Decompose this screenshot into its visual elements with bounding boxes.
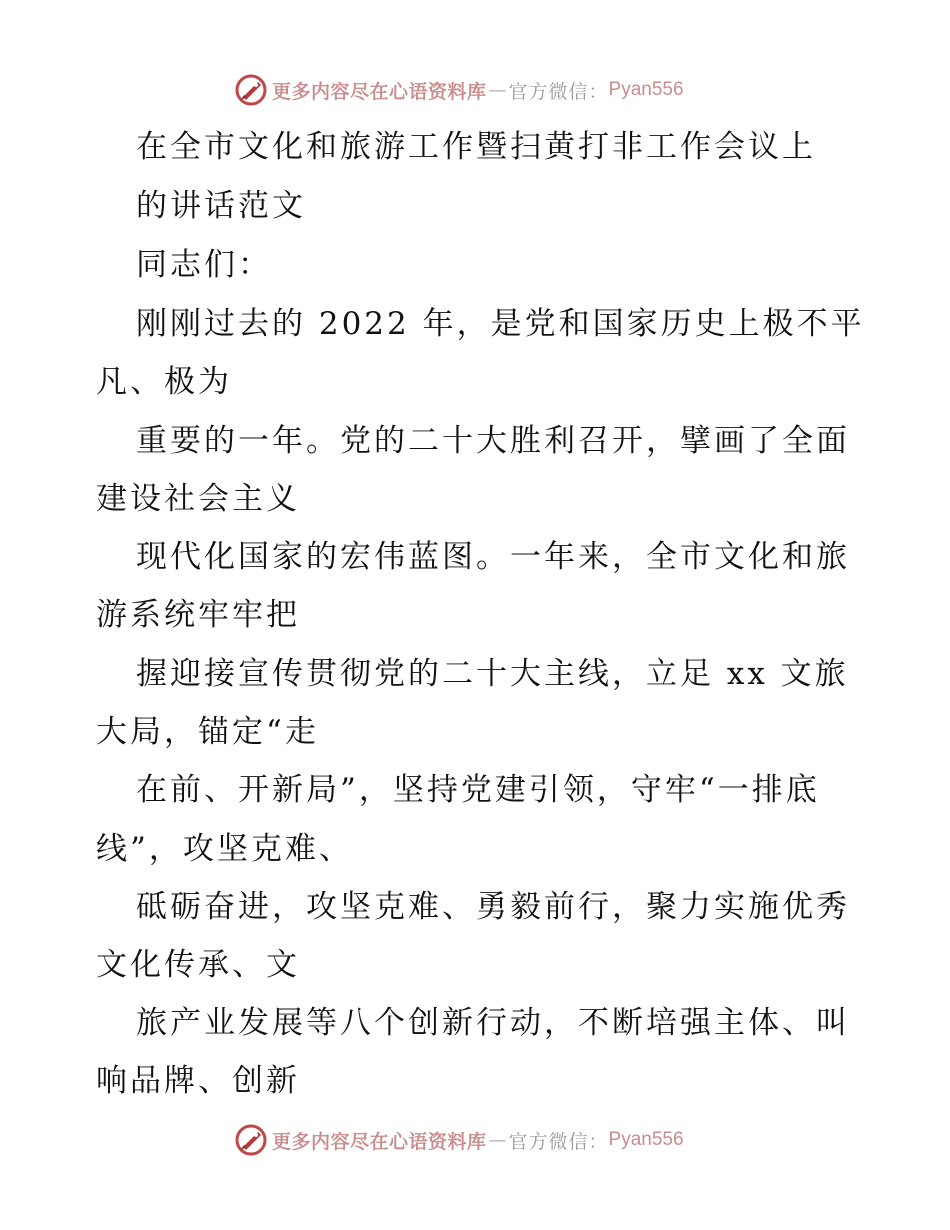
document-title-line-2: 的讲话范文	[136, 188, 306, 224]
body-line: 线”，攻坚克难、	[96, 831, 353, 867]
banner-brand-text: 更多内容尽在心语资料库	[272, 1130, 487, 1153]
body-line: 旅产业发展等八个创新行动，不断培强主体、叫	[136, 1005, 850, 1041]
body-line: 文化传承、文	[96, 947, 300, 983]
document-title-line-1: 在全市文化和旅游工作暨扫黄打非工作会议上	[136, 129, 816, 165]
banner-separator: —	[488, 79, 507, 101]
footer-banner	[234, 1122, 734, 1158]
banner-separator: —	[488, 1129, 507, 1151]
pen-nib-circle-logo-icon	[234, 1123, 268, 1157]
body-line: 刚刚过去的 2022 年，是党和国家历史上极不平	[136, 306, 865, 342]
banner-official-text: 官方微信：	[508, 80, 609, 103]
banner-brand-text: 更多内容尽在心语资料库	[272, 80, 487, 103]
body-line: 建设社会主义	[96, 481, 300, 517]
body-line: 在前、开新局”，坚持党建引领，守牢“一排底	[136, 772, 820, 808]
body-line: 砥砺奋进，攻坚克难、勇毅前行，聚力实施优秀	[136, 889, 850, 925]
body-line: 重要的一年。党的二十大胜利召开，擘画了全面	[136, 423, 850, 459]
body-line: 凡、极为	[96, 364, 232, 400]
header-banner	[234, 72, 734, 108]
body-line: 大局，锚定“走	[96, 714, 319, 750]
banner-wechat-id: Pyan556	[608, 1129, 684, 1150]
salutation: 同志们：	[136, 247, 272, 283]
body-line: 游系统牢牢把	[96, 597, 300, 633]
body-line: 握迎接宣传贯彻党的二十大主线，立足 xx 文旅	[136, 656, 849, 692]
pen-nib-circle-logo-icon	[234, 73, 268, 107]
body-line: 响品牌、创新	[96, 1063, 300, 1099]
banner-official-text: 官方微信：	[508, 1130, 609, 1153]
body-line: 现代化国家的宏伟蓝图。一年来，全市文化和旅	[136, 539, 850, 575]
banner-wechat-id: Pyan556	[608, 79, 684, 100]
